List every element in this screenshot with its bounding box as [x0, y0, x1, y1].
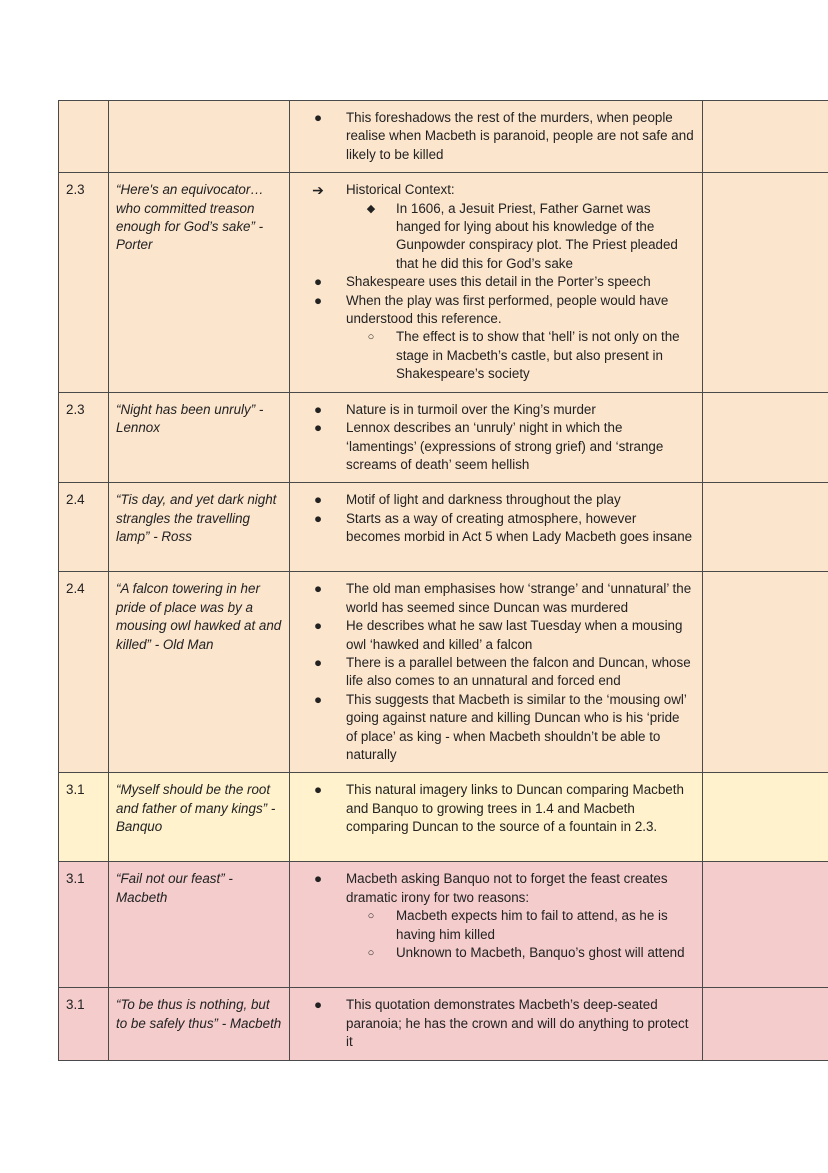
bullet-icon: ● [313, 492, 323, 508]
list-item: ● This suggests that Macbeth is similar to the ‘mousing owl’ going against nature and killing Duncan who is his ‘pride of place’ as king - when Macbeth shouldn’t be able to naturally [290, 691, 694, 765]
analysis-cell [290, 773, 703, 862]
quote-cell: “Fail not our feast” - Macbeth [109, 862, 290, 988]
quote-cell: “Here's an equivocator… who committed treason enough for God’s sake” - Porter [109, 173, 290, 392]
list-item: ● Motif of light and darkness throughout the play [290, 491, 694, 509]
list-item: ● Shakespeare uses this detail in the Porter’s speech [290, 273, 694, 291]
bullet-icon: ● [313, 997, 323, 1013]
table-row [59, 773, 828, 862]
list-item: ● This foreshadows the rest of the murders, when people realise when Macbeth is paranoid, people are not safe and likely to be killed [290, 109, 694, 164]
act-scene-cell: 2.4 [59, 483, 109, 572]
bullet-icon: ● [313, 420, 323, 436]
list-item: ● When the play was first performed, people would have understood this reference. [290, 292, 694, 329]
act-scene-cell: 3.1 [59, 862, 109, 988]
analysis-cell [290, 988, 703, 1060]
analysis-cell [290, 101, 703, 173]
list-item: ○ The effect is to show that ‘hell’ is not only on the stage in Macbeth’s castle, but also present in Shakespeare’s society [290, 328, 694, 383]
table-row [59, 572, 828, 773]
analysis-cell [290, 392, 703, 483]
bullet-icon: ● [313, 401, 323, 417]
notes-cell [703, 773, 828, 862]
list-item: ● Macbeth asking Banquo not to forget the feast creates dramatic irony for two reasons: [290, 870, 694, 907]
notes-cell [703, 483, 828, 572]
bullet-icon: ● [313, 110, 323, 125]
bullet-icon: ● [313, 691, 323, 707]
list-item: ● This natural imagery links to Duncan comparing Macbeth and Banquo to growing trees in 1.4 and Macbeth comparing Duncan to the source of a fountain in 2.3. [290, 781, 694, 836]
list-item: ➔ Historical Context: [290, 181, 694, 199]
diamond-icon: ◆ [366, 202, 376, 215]
analysis-cell [290, 572, 703, 773]
bullet-icon: ● [313, 510, 323, 526]
quote-cell: “A falcon towering in her pride of place was by a mousing owl hawked at and killed” - Old Man [109, 572, 290, 773]
arrow-right-icon: ➔ [312, 182, 324, 199]
table-row [59, 862, 828, 988]
act-scene-cell: 2.4 [59, 572, 109, 773]
analysis-cell [290, 173, 703, 392]
table-row [59, 392, 828, 483]
quote-cell: “Tis day, and yet dark night strangles the travelling lamp” - Ross [109, 483, 290, 572]
list-item: ◆ In 1606, a Jesuit Priest, Father Garnet was hanged for lying about his knowledge of the Gunpowder conspiracy plot. The Priest pleaded that he did this for God’s sake [290, 200, 694, 274]
notes-cell [703, 862, 828, 988]
act-scene-cell: 2.3 [59, 173, 109, 392]
bullet-icon: ● [313, 654, 323, 670]
quote-cell: “Myself should be the root and father of many kings” - Banquo [109, 773, 290, 862]
circle-bullet-icon: ○ [367, 947, 375, 959]
notes-cell [703, 988, 828, 1060]
bullet-icon: ● [313, 782, 323, 798]
notes-cell [703, 572, 828, 773]
list-item: ○ Macbeth expects him to fail to attend, as he is having him killed [290, 907, 694, 944]
list-item: ○ Unknown to Macbeth, Banquo’s ghost will attend [290, 944, 694, 962]
bullet-icon: ● [313, 871, 323, 887]
analysis-cell [290, 862, 703, 988]
circle-bullet-icon: ○ [367, 331, 375, 344]
act-scene-cell: 2.3 [59, 392, 109, 483]
bullet-icon: ● [313, 292, 323, 308]
bullet-icon: ● [313, 274, 323, 290]
table-row [59, 101, 828, 173]
quote-cell: “Night has been unruly” - Lennox [109, 392, 290, 483]
quote-cell: “To be thus is nothing, but to be safely thus” - Macbeth [109, 988, 290, 1060]
quote-cell [109, 101, 290, 173]
list-item: ● Starts as a way of creating atmosphere, however becomes morbid in Act 5 when Lady Macbeth goes insane [290, 510, 694, 547]
table-row [59, 988, 828, 1060]
act-scene-cell: 3.1 [59, 988, 109, 1060]
bullet-icon: ● [313, 618, 323, 634]
list-item: ● There is a parallel between the falcon and Duncan, whose life also comes to an unnatural and forced end [290, 654, 694, 691]
list-item: ● He describes what he saw last Tuesday when a mousing owl ‘hawked and killed’ a falcon [290, 617, 694, 654]
list-item: ● This quotation demonstrates Macbeth’s deep-seated paranoia; he has the crown and will do anything to protect it [290, 996, 694, 1051]
list-item: ● Nature is in turmoil over the King’s murder [290, 401, 694, 419]
act-scene-cell [59, 101, 109, 173]
bullet-icon: ● [313, 581, 323, 597]
act-scene-cell: 3.1 [59, 773, 109, 862]
notes-cell [703, 392, 828, 483]
analysis-cell [290, 483, 703, 572]
notes-cell [703, 173, 828, 392]
table-row [59, 483, 828, 572]
list-item: ● The old man emphasises how ‘strange’ and ‘unnatural’ the world has seemed since Duncan was murdered [290, 580, 694, 617]
list-item: ● Lennox describes an ‘unruly’ night in which the ‘lamentings’ (expressions of strong grief) and ‘strange screams of death’ seem hellish [290, 419, 694, 474]
table-row [59, 173, 828, 392]
revision-notes-table [58, 100, 828, 1061]
circle-bullet-icon: ○ [367, 910, 375, 923]
notes-cell [703, 101, 828, 173]
